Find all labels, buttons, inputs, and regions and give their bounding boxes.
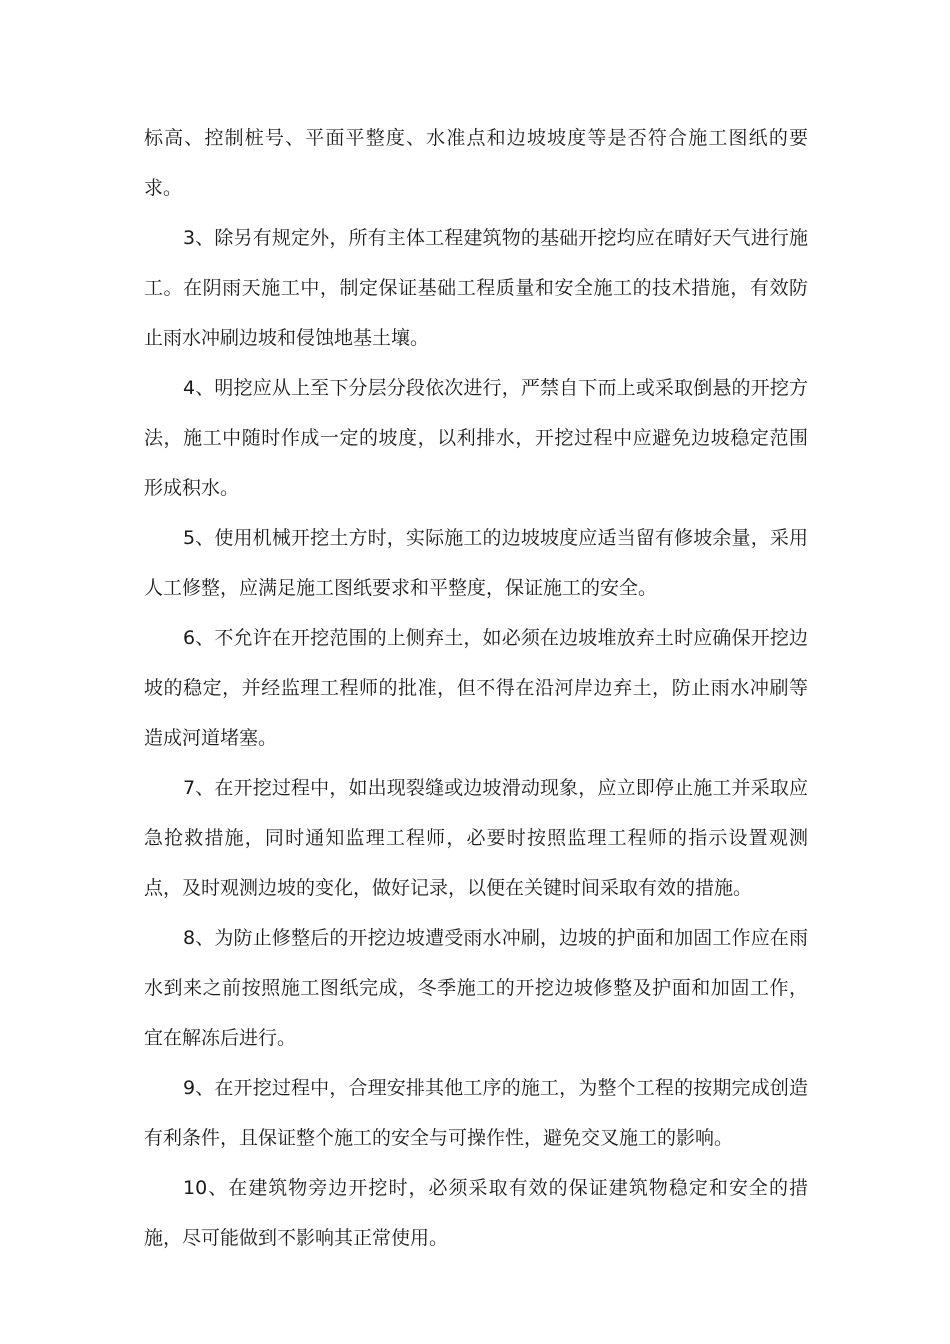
paragraph-item-7: 7、在开挖过程中，如出现裂缝或边坡滑动现象，应立即停止施工并采取应急抢救措施，同时通知监理工程师，必要时按照监理工程师的指示设置观测点，及时观测边坡的变化，做好记录，以便在关键时间采取有效的措施。: [144, 777, 808, 899]
paragraph-item-9: 9、在开挖过程中，合理安排其他工序的施工，为整个工程的按期完成创造有利条件，且保证整个施工的安全与可操作性，避免交叉施工的影响。: [144, 1077, 808, 1149]
paragraph-item-8: 8、为防止修整后的开挖边坡遭受雨水冲刷，边坡的护面和加固工作应在雨水到来之前按照施工图纸完成，冬季施工的开挖边坡修整及护面和加固工作，宜在解冻后进行。: [144, 927, 808, 1049]
paragraph-item-3: 3、除另有规定外，所有主体工程建筑物的基础开挖均应在晴好天气进行施工。在阴雨天施工中，制定保证基础工程质量和安全施工的技术措施，有效防止雨水冲刷边坡和侵蚀地基土壤。: [144, 227, 808, 349]
paragraph-item-10: 10、在建筑物旁边开挖时，必须采取有效的保证建筑物稳定和安全的措施，尽可能做到不影响其正常使用。: [144, 1177, 808, 1249]
document-body: [144, 113, 808, 1263]
paragraph-item-6: 6、不允许在开挖范围的上侧弃土，如必须在边坡堆放弃土时应确保开挖边坡的稳定，并经监理工程师的批准，但不得在沿河岸边弃土，防止雨水冲刷等造成河道堵塞。: [144, 627, 808, 749]
paragraph-item-4: 4、明挖应从上至下分层分段依次进行，严禁自下而上或采取倒悬的开挖方法，施工中随时作成一定的坡度，以利排水，开挖过程中应避免边坡稳定范围形成积水。: [144, 377, 808, 499]
paragraph-continuation: 标高、控制桩号、平面平整度、水准点和边坡坡度等是否符合施工图纸的要求。: [144, 127, 808, 199]
paragraph-item-5: 5、使用机械开挖土方时，实际施工的边坡坡度应适当留有修坡余量，采用人工修整，应满足施工图纸要求和平整度，保证施工的安全。: [144, 527, 808, 599]
